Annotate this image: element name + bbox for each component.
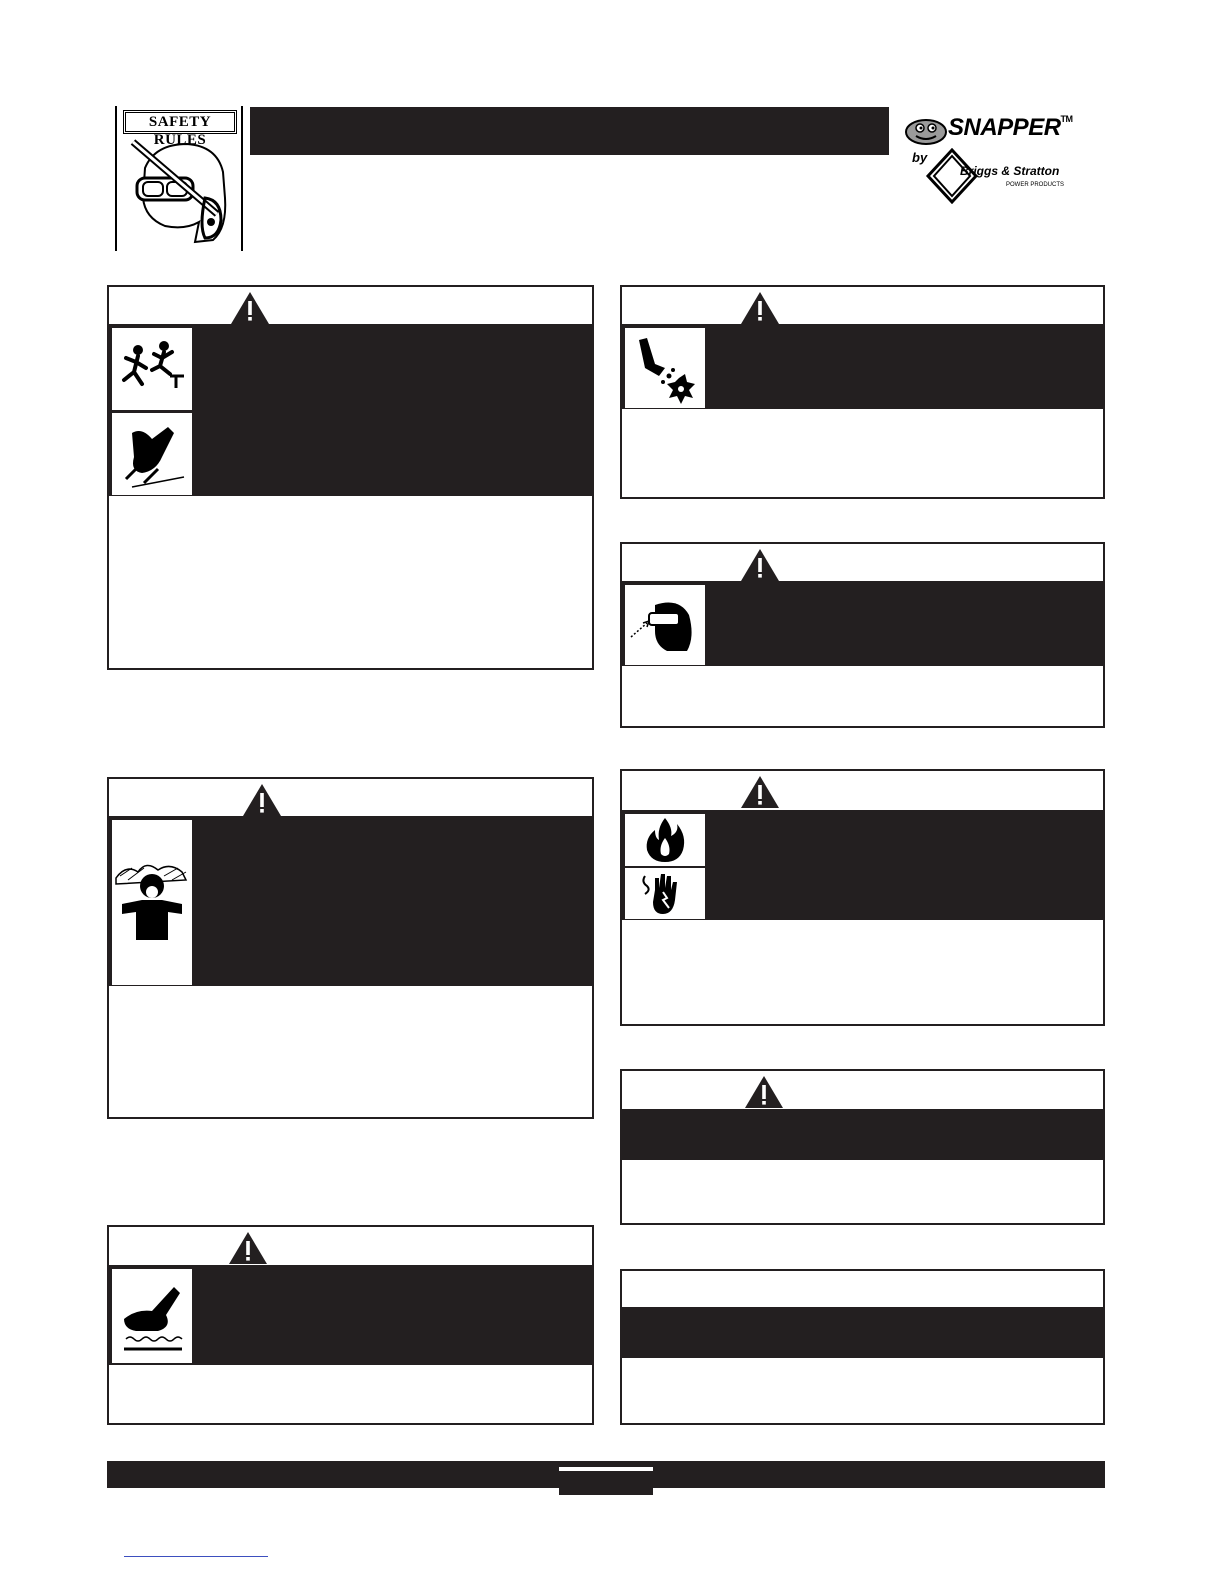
brand-by: by bbox=[912, 150, 928, 165]
warning-box-blade bbox=[620, 285, 1105, 499]
hot-surface-icon bbox=[111, 1268, 193, 1364]
turtle-mascot-icon bbox=[902, 116, 948, 148]
warning-triangle-icon bbox=[744, 1075, 784, 1109]
warning-triangle-icon bbox=[740, 775, 780, 809]
warning-box-eye-protection bbox=[620, 542, 1105, 728]
title-bar bbox=[250, 107, 889, 155]
warning-triangle-icon bbox=[740, 548, 780, 582]
page-number-tab bbox=[559, 1467, 653, 1495]
slip-fall-icon bbox=[111, 327, 193, 411]
logo-label: SAFETY RULES bbox=[123, 110, 237, 134]
briggs-stratton-logo bbox=[924, 148, 1074, 204]
hand-rotating-blade-icon bbox=[624, 327, 706, 409]
warning-header-band bbox=[622, 1109, 1103, 1160]
warning-box-slip bbox=[107, 285, 594, 670]
warning-box-general bbox=[620, 1069, 1105, 1225]
warning-box-hot-surface bbox=[107, 1225, 594, 1425]
brand-logo bbox=[900, 110, 1100, 200]
warning-box-fire-shock bbox=[620, 769, 1105, 1026]
eye-protection-icon bbox=[624, 584, 706, 666]
warning-triangle-icon bbox=[242, 783, 282, 817]
foot-injury-icon bbox=[111, 412, 193, 496]
safety-rules-logo bbox=[115, 106, 243, 251]
notice-box bbox=[620, 1269, 1105, 1425]
brand-parent-sub: POWER PRODUCTS bbox=[1006, 182, 1065, 188]
footer-rule bbox=[124, 1556, 268, 1557]
brand-parent: Briggs & Stratton bbox=[960, 164, 1060, 178]
warning-triangle-icon bbox=[228, 1231, 268, 1265]
warning-box-fumes bbox=[107, 777, 594, 1119]
safety-person-goggles-icon bbox=[125, 138, 235, 246]
warning-triangle-icon bbox=[230, 291, 270, 325]
fire-icon bbox=[624, 813, 706, 867]
toxic-fumes-icon bbox=[111, 819, 193, 986]
brand-name: SNAPPER™ bbox=[948, 114, 1073, 141]
notice-header-band bbox=[622, 1307, 1103, 1358]
electric-shock-icon bbox=[624, 867, 706, 920]
warning-triangle-icon bbox=[740, 291, 780, 325]
